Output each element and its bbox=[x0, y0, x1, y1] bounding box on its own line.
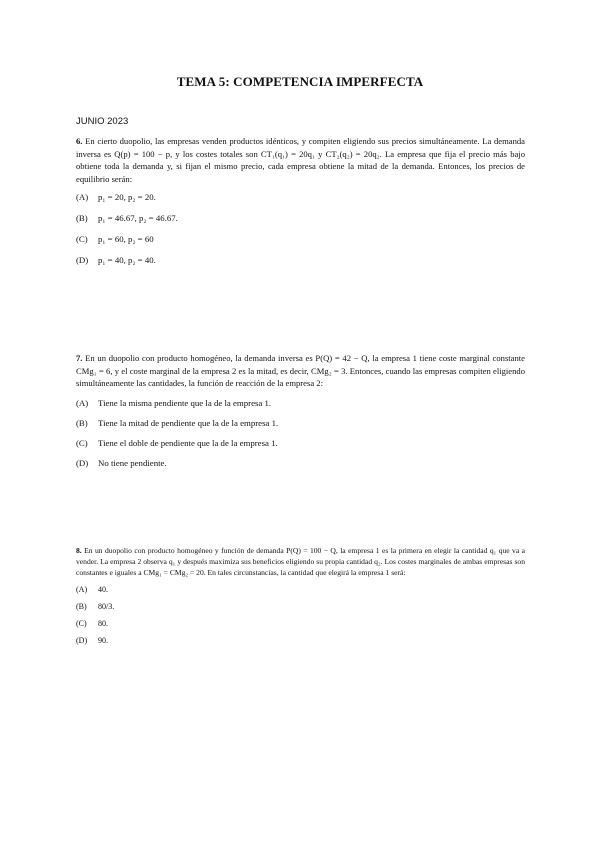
question-8 bbox=[76, 545, 525, 652]
option-d bbox=[76, 253, 525, 274]
option-text: p₁ = 20, p₂ = 20. bbox=[98, 192, 156, 202]
page-title: TEMA 5: COMPETENCIA IMPERFECTA bbox=[176, 74, 424, 89]
question-text: En cierto duopolio, las empresas venden productos idénticos, y compiten eligiendo sus precios simultáneamente. La demanda inversa es Q(p) = 100 − p, y los costes totales son CT₁(q₁) = 20q₁ y CT₂(q₂) = 20q₂. La empresa que fija el precio más bajo obtiene toda la demanda y, si fijan el mismo precio, cada empresa obtiene la mitad de la demanda. Entonces, los precios de equilibrio serán: bbox=[76, 136, 525, 184]
option-label: (B) bbox=[76, 602, 87, 611]
option-d bbox=[76, 635, 525, 652]
option-text: p₁ = 46.67, p₂ = 46.67. bbox=[98, 213, 178, 223]
option-b bbox=[76, 416, 525, 436]
question-number: 6. bbox=[76, 136, 83, 146]
question-7 bbox=[76, 352, 525, 476]
option-b bbox=[76, 601, 525, 618]
option-text: Tiene el doble de pendiente que la de la empresa 1. bbox=[98, 437, 278, 448]
option-c bbox=[76, 436, 525, 456]
question-statement bbox=[76, 545, 525, 578]
question-text: En un duopolio con producto homogéneo y función de demanda P(Q) = 100 − Q, la empresa 1 es la primera en elegir la cantidad q₁ que va a vender. La empresa 2 observa q₁ y después maximiza sus beneficios eligiendo su propia cantidad q₂. Los costes marginales de ambas empresas son constantes e iguales a CMg₁ = CMg₂ = 20. En tales circunstancias, la cantidad que elegirá la empresa 1 será: bbox=[76, 546, 525, 577]
option-label: (A) bbox=[76, 585, 88, 594]
option-text: p₁ = 40, p₂ = 40. bbox=[98, 255, 156, 265]
option-text: Tiene la misma pendiente que la de la empresa 1. bbox=[98, 397, 272, 408]
option-a bbox=[76, 584, 525, 601]
option-label: (C) bbox=[76, 234, 88, 244]
option-d bbox=[76, 456, 525, 476]
option-label: (C) bbox=[76, 437, 88, 448]
option-text: 90. bbox=[98, 636, 108, 645]
question-number: 7. bbox=[76, 353, 83, 363]
option-label: (A) bbox=[76, 397, 89, 408]
option-text: 80. bbox=[98, 619, 108, 628]
option-b bbox=[76, 211, 525, 232]
option-text: p₁ = 60, p₂ = 60 bbox=[98, 234, 154, 244]
question-6 bbox=[76, 135, 525, 274]
option-c bbox=[76, 618, 525, 635]
option-label: (D) bbox=[76, 255, 89, 265]
option-text: No tiene pendiente. bbox=[98, 457, 167, 468]
option-label: (D) bbox=[76, 457, 89, 468]
option-label: (B) bbox=[76, 417, 88, 428]
option-a bbox=[76, 190, 525, 211]
option-label: (A) bbox=[76, 192, 89, 202]
option-label: (D) bbox=[76, 636, 88, 645]
options-list bbox=[76, 396, 525, 476]
exam-date: JUNIO 2023 bbox=[76, 116, 129, 127]
question-statement bbox=[76, 352, 525, 390]
options-list bbox=[76, 190, 525, 274]
question-text: En un duopolio con producto homogéneo, la demanda inversa es P(Q) = 42 − Q, la empresa 1 tiene coste marginal constante CMg₁ = 6, y el coste marginal de la empresa 2 es la mitad, es decir, CMg₂ = 3. Entonces, cuando las empresas compiten eligiendo simultáneamente las cantidades, la función de reacción de la empresa 2: bbox=[76, 353, 525, 388]
option-text: 80/3. bbox=[98, 602, 115, 611]
option-text: Tiene la mitad de pendiente que la de la empresa 1. bbox=[98, 417, 279, 428]
option-label: (C) bbox=[76, 619, 87, 628]
option-a bbox=[76, 396, 525, 416]
option-text: 40. bbox=[98, 585, 108, 594]
question-number: 8. bbox=[76, 546, 82, 555]
question-statement bbox=[76, 135, 525, 185]
options-list bbox=[76, 584, 525, 652]
option-c bbox=[76, 232, 525, 253]
option-label: (B) bbox=[76, 213, 88, 223]
